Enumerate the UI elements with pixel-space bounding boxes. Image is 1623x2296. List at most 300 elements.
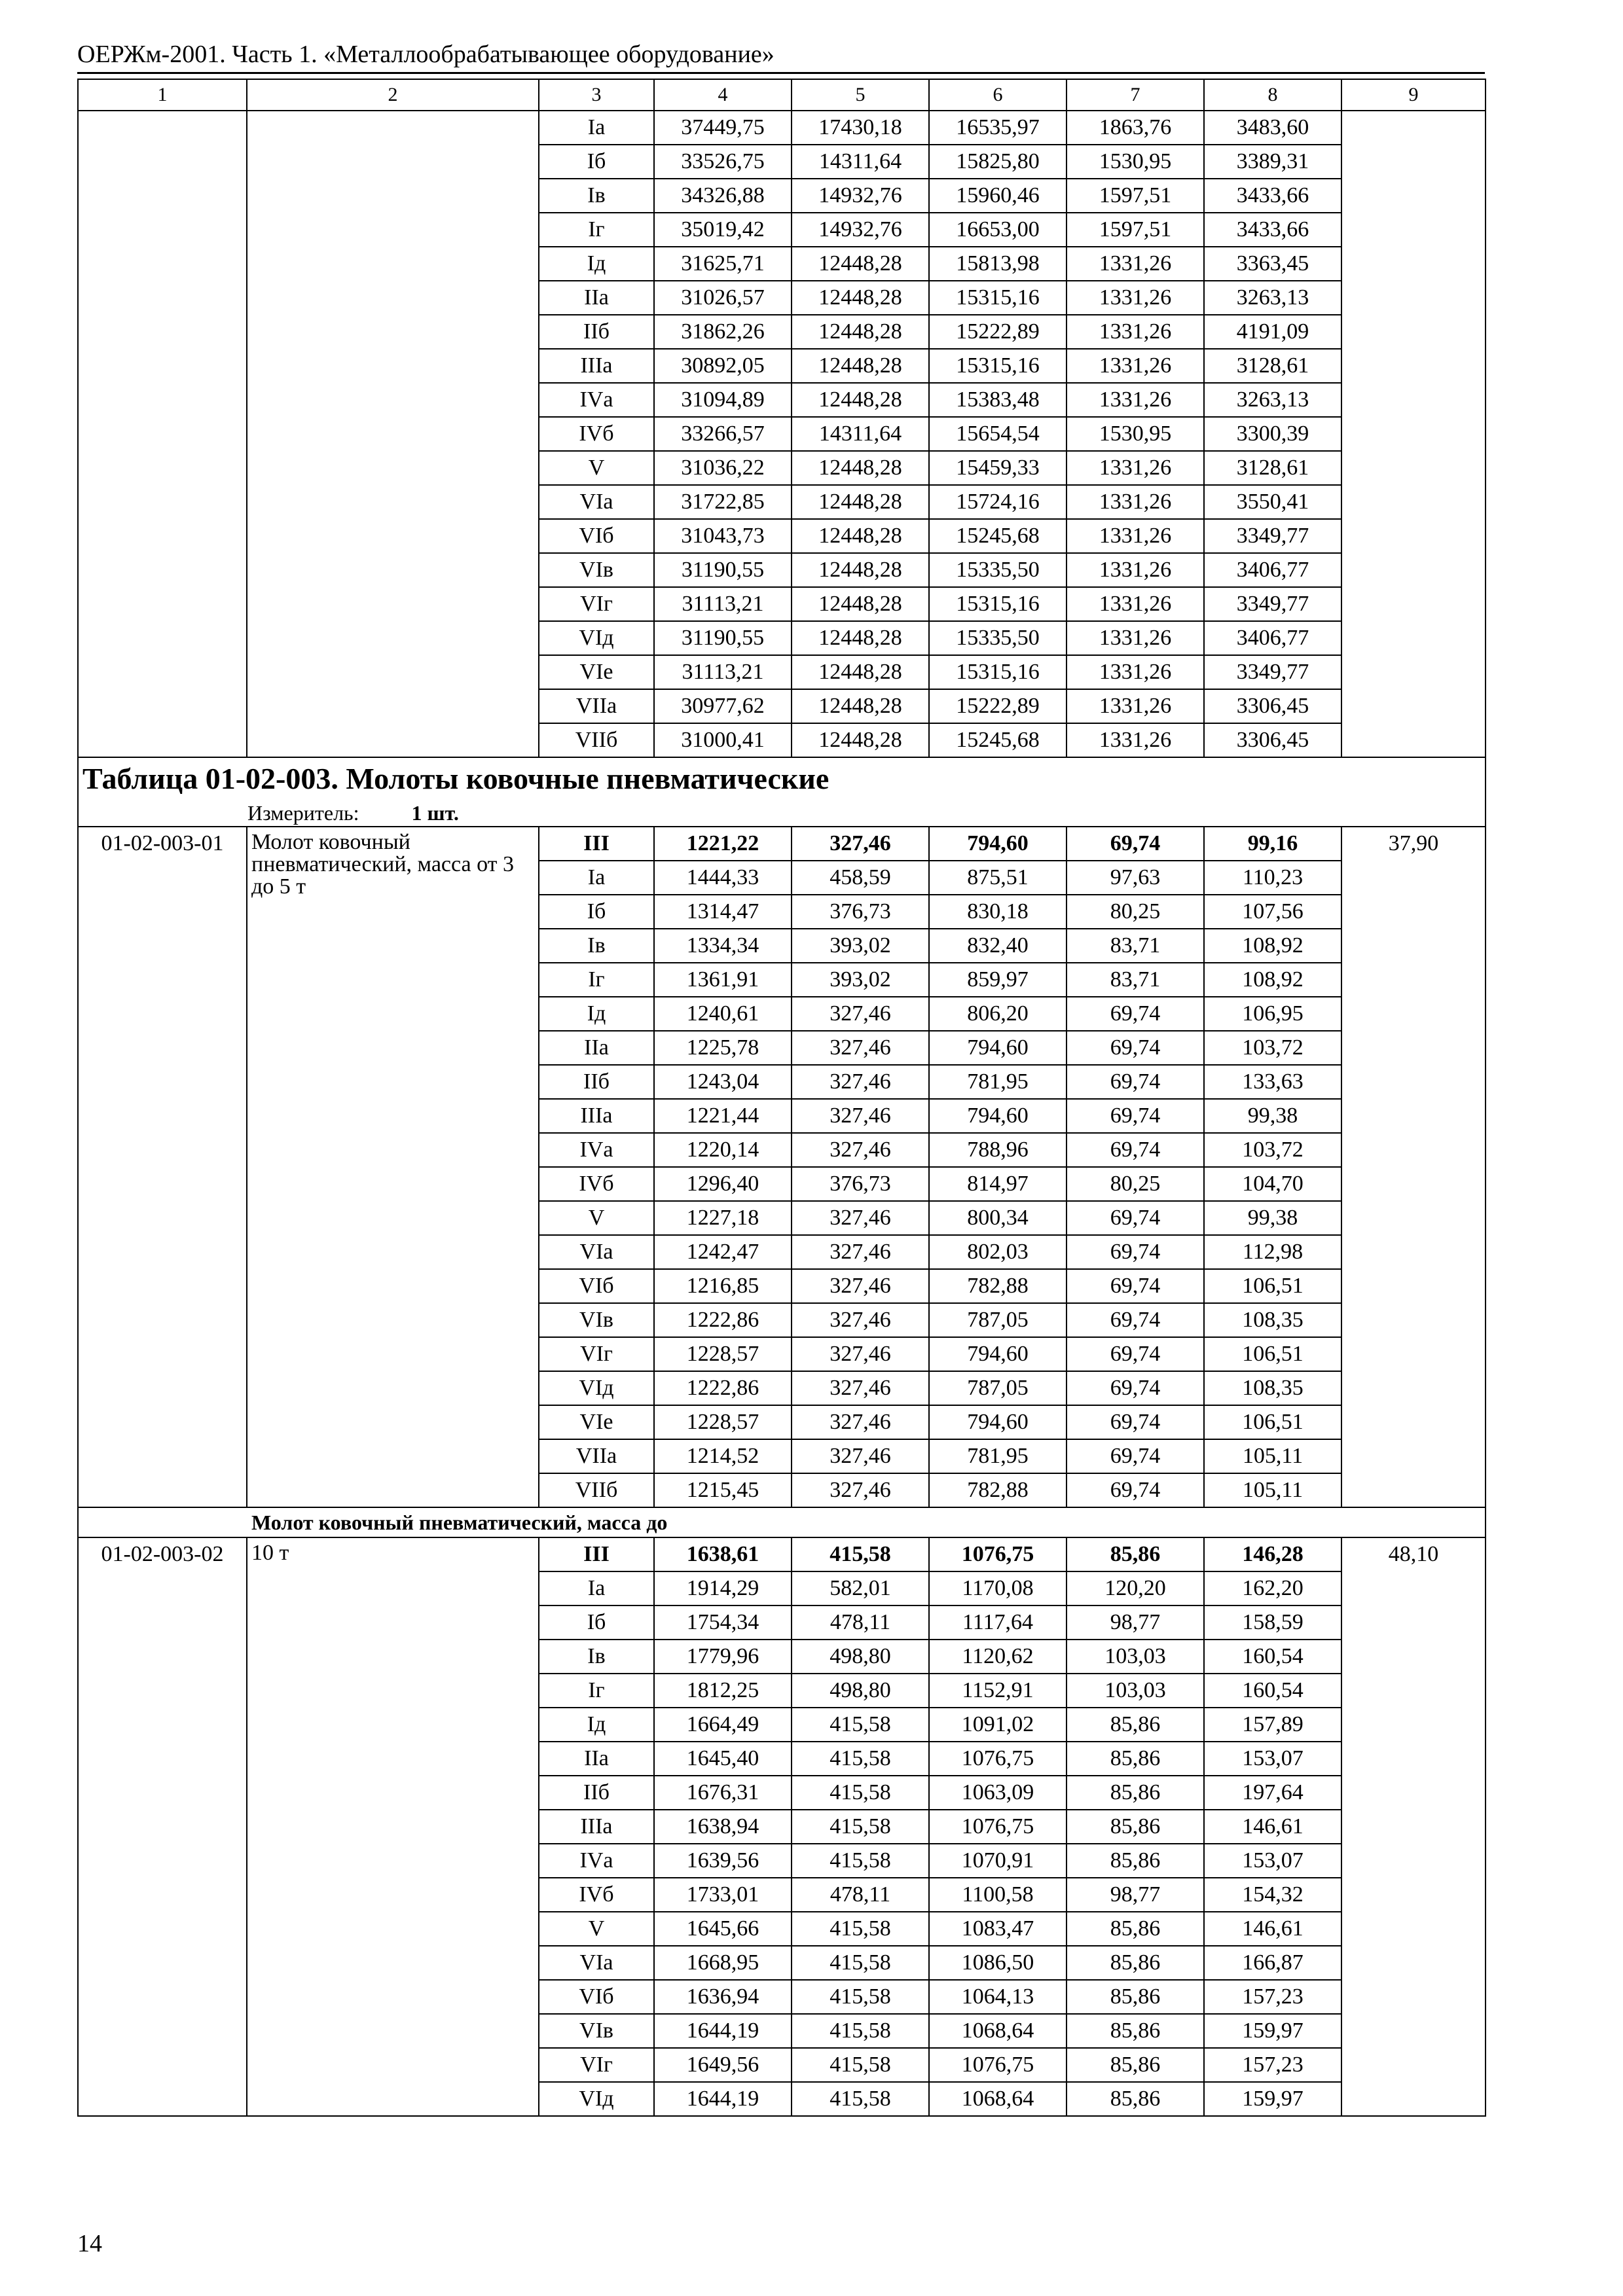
zone-cell: Iв [539,1640,654,1674]
section-title: Таблица 01-02-003. Молоты ковочные пневматические [78,757,1486,800]
value-cell: 3263,13 [1204,383,1341,417]
value-cell: 830,18 [929,895,1067,929]
value-cell: 3300,39 [1204,417,1341,451]
value-cell: 69,74 [1067,1065,1204,1099]
item-description: Молот ковочный пневматический, масса от 3 до 5 т [247,827,539,1507]
value-cell: 85,86 [1067,2082,1204,2116]
value-cell: 1331,26 [1067,655,1204,689]
value-cell: 166,87 [1204,1946,1341,1980]
value-cell: 85,86 [1067,2048,1204,2082]
value-cell: 103,72 [1204,1031,1341,1065]
value-cell: 12448,28 [792,247,929,281]
value-cell: 1170,08 [929,1571,1067,1605]
value-cell: 458,59 [792,861,929,895]
value-cell: 859,97 [929,963,1067,997]
value-cell: 31113,21 [654,655,792,689]
value-cell: 3263,13 [1204,281,1341,315]
value-cell: 1644,19 [654,2082,792,2116]
item-subtitle-row [78,1507,1486,1537]
page-header-title: ОЕРЖм-2001. Часть 1. «Металлообрабатывающее оборудование» [77,41,775,68]
zone-cell: IIIа [539,1099,654,1133]
value-cell: 806,20 [929,997,1067,1031]
value-cell: 158,59 [1204,1605,1341,1640]
zone-cell: IVа [539,1133,654,1167]
zone-cell: VIIб [539,723,654,757]
value-cell: 1068,64 [929,2014,1067,2048]
value-cell: 83,71 [1067,929,1204,963]
value-cell: 832,40 [929,929,1067,963]
value-cell: 781,95 [929,1065,1067,1099]
value-cell: 327,46 [792,1235,929,1269]
value-cell: 1228,57 [654,1337,792,1371]
zone-cell: VIд [539,621,654,655]
value-cell: 393,02 [792,929,929,963]
zone-cell: Iб [539,1605,654,1640]
value-cell: 15222,89 [929,315,1067,349]
value-cell: 1215,45 [654,1473,792,1507]
value-cell: 31625,71 [654,247,792,281]
base-cell [1341,111,1486,757]
value-cell: 106,95 [1204,997,1341,1031]
value-cell: 376,73 [792,1167,929,1201]
value-cell: 1076,75 [929,1742,1067,1776]
value-cell: 1664,49 [654,1708,792,1742]
value-cell: 12448,28 [792,349,929,383]
value-cell: 415,58 [792,1980,929,2014]
value-cell: 3433,66 [1204,179,1341,213]
value-cell: 85,86 [1067,1912,1204,1946]
column-number: 8 [1204,79,1341,111]
column-number: 2 [247,79,539,111]
value-cell: 782,88 [929,1269,1067,1303]
value-cell: 103,03 [1067,1640,1204,1674]
value-cell: 85,86 [1067,1844,1204,1878]
zone-cell: Iд [539,247,654,281]
value-cell: 1296,40 [654,1167,792,1201]
value-cell: 12448,28 [792,723,929,757]
value-cell: 1530,95 [1067,417,1204,451]
value-cell: 108,35 [1204,1303,1341,1337]
value-cell: 327,46 [792,1201,929,1235]
value-cell: 1314,47 [654,895,792,929]
value-cell: 1240,61 [654,997,792,1031]
value-cell: 12448,28 [792,587,929,621]
value-cell: 1638,94 [654,1810,792,1844]
value-cell: 31722,85 [654,485,792,519]
value-cell: 1779,96 [654,1640,792,1674]
value-cell: 112,98 [1204,1235,1341,1269]
item-base-value: 48,10 [1341,1537,1486,2116]
value-cell: 327,46 [792,1269,929,1303]
value-cell: 106,51 [1204,1405,1341,1439]
value-cell: 327,46 [792,1371,929,1405]
value-cell: 1221,44 [654,1099,792,1133]
value-cell: 14932,76 [792,179,929,213]
value-cell: 108,35 [1204,1371,1341,1405]
zone-cell: IIIа [539,349,654,383]
value-cell: 1331,26 [1067,587,1204,621]
zone-cell: VIб [539,1980,654,2014]
value-cell: 1063,09 [929,1776,1067,1810]
value-cell: 85,86 [1067,1810,1204,1844]
zone-cell: Iб [539,145,654,179]
value-cell: 31190,55 [654,621,792,655]
value-cell: 3406,77 [1204,621,1341,655]
value-cell: 1331,26 [1067,315,1204,349]
value-cell: 1914,29 [654,1571,792,1605]
value-cell: 12448,28 [792,485,929,519]
value-cell: 1227,18 [654,1201,792,1235]
value-cell: 1754,34 [654,1605,792,1640]
value-cell: 327,46 [792,1303,929,1337]
value-cell: 14311,64 [792,417,929,451]
table-row [78,827,1486,861]
value-cell: 1068,64 [929,2082,1067,2116]
value-cell: 1225,78 [654,1031,792,1065]
column-number: 9 [1341,79,1486,111]
value-cell: 30892,05 [654,349,792,383]
value-cell: 14311,64 [792,145,929,179]
zone-cell: IIIа [539,1810,654,1844]
value-cell: 12448,28 [792,451,929,485]
value-cell: 37449,75 [654,111,792,145]
value-cell: 159,97 [1204,2014,1341,2048]
zone-cell: Iд [539,997,654,1031]
value-cell: 69,74 [1067,997,1204,1031]
value-cell: 98,77 [1067,1605,1204,1640]
value-cell: 99,38 [1204,1099,1341,1133]
zone-cell: Iа [539,861,654,895]
value-cell: 31094,89 [654,383,792,417]
zone-cell: VIв [539,2014,654,2048]
value-cell: 794,60 [929,1337,1067,1371]
zone-cell: Iа [539,1571,654,1605]
value-cell: 1331,26 [1067,281,1204,315]
table-row [78,1537,1486,1571]
value-cell: 85,86 [1067,1946,1204,1980]
value-cell: 69,74 [1067,1473,1204,1507]
zone-cell: IIа [539,1742,654,1776]
value-cell: 69,74 [1067,1371,1204,1405]
value-cell: 106,51 [1204,1337,1341,1371]
value-cell: 197,64 [1204,1776,1341,1810]
value-cell: 787,05 [929,1303,1067,1337]
value-cell: 157,89 [1204,1708,1341,1742]
value-cell: 1638,61 [654,1537,792,1571]
zone-cell: VIIа [539,1439,654,1473]
value-cell: 1152,91 [929,1674,1067,1708]
value-cell: 415,58 [792,2014,929,2048]
header-divider [77,72,1485,74]
table-row [78,111,1486,145]
value-cell: 1444,33 [654,861,792,895]
zone-cell: VIв [539,1303,654,1337]
value-cell: 800,34 [929,1201,1067,1235]
value-cell: 108,92 [1204,929,1341,963]
value-cell: 1645,40 [654,1742,792,1776]
value-cell: 3306,45 [1204,723,1341,757]
value-cell: 787,05 [929,1371,1067,1405]
zone-cell: VIг [539,1337,654,1371]
value-cell: 1361,91 [654,963,792,997]
value-cell: 1242,47 [654,1235,792,1269]
value-cell: 327,46 [792,1065,929,1099]
value-cell: 85,86 [1067,1742,1204,1776]
value-cell: 15335,50 [929,553,1067,587]
value-cell: 33266,57 [654,417,792,451]
value-cell: 106,51 [1204,1269,1341,1303]
value-cell: 31000,41 [654,723,792,757]
value-cell: 1733,01 [654,1878,792,1912]
column-number: 3 [539,79,654,111]
zone-cell: Iд [539,1708,654,1742]
value-cell: 3363,45 [1204,247,1341,281]
value-cell: 1668,95 [654,1946,792,1980]
description-cell [247,111,539,757]
value-cell: 788,96 [929,1133,1067,1167]
value-cell: 1636,94 [654,1980,792,2014]
value-cell: 108,92 [1204,963,1341,997]
zone-cell: Iг [539,213,654,247]
value-cell: 1597,51 [1067,213,1204,247]
value-cell: 110,23 [1204,861,1341,895]
value-cell: 69,74 [1067,1099,1204,1133]
item-code: 01-02-003-02 [78,1537,247,2116]
value-cell: 1331,26 [1067,553,1204,587]
zone-cell: VIе [539,655,654,689]
value-cell: 1597,51 [1067,179,1204,213]
value-cell: 1243,04 [654,1065,792,1099]
meter-cell [78,800,1486,827]
value-cell: 1331,26 [1067,689,1204,723]
value-cell: 794,60 [929,827,1067,861]
value-cell: 12448,28 [792,383,929,417]
value-cell: 794,60 [929,1031,1067,1065]
page-number: 14 [77,2230,102,2257]
value-cell: 146,28 [1204,1537,1341,1571]
value-cell: 133,63 [1204,1065,1341,1099]
value-cell: 154,32 [1204,1878,1341,1912]
zone-cell: VIа [539,1235,654,1269]
value-cell: 1117,64 [929,1605,1067,1640]
value-cell: 1334,34 [654,929,792,963]
zone-cell: VIб [539,519,654,553]
zone-cell: Iв [539,929,654,963]
value-cell: 69,74 [1067,1337,1204,1371]
zone-cell: Iб [539,895,654,929]
value-cell: 1086,50 [929,1946,1067,1980]
value-cell: 15459,33 [929,451,1067,485]
value-cell: 1076,75 [929,1537,1067,1571]
value-cell: 814,97 [929,1167,1067,1201]
value-cell: 15383,48 [929,383,1067,417]
value-cell: 478,11 [792,1878,929,1912]
value-cell: 15960,46 [929,179,1067,213]
value-cell: 105,11 [1204,1473,1341,1507]
value-cell: 103,03 [1067,1674,1204,1708]
value-cell: 794,60 [929,1099,1067,1133]
zone-cell: VIа [539,485,654,519]
value-cell: 157,23 [1204,1980,1341,2014]
meter-row [78,800,1486,827]
value-cell: 327,46 [792,997,929,1031]
value-cell: 3349,77 [1204,587,1341,621]
value-cell: 875,51 [929,861,1067,895]
value-cell: 1083,47 [929,1912,1067,1946]
value-cell: 83,71 [1067,963,1204,997]
zone-cell: VIб [539,1269,654,1303]
value-cell: 415,58 [792,1708,929,1742]
meter-label: Измеритель: [247,801,359,825]
value-cell: 162,20 [1204,1571,1341,1605]
column-number: 1 [78,79,247,111]
value-cell: 85,86 [1067,2014,1204,2048]
zone-cell: VIд [539,1371,654,1405]
value-cell: 3349,77 [1204,655,1341,689]
zone-cell: V [539,1201,654,1235]
value-cell: 12448,28 [792,655,929,689]
zone-cell: IVа [539,383,654,417]
value-cell: 1120,62 [929,1640,1067,1674]
value-cell: 781,95 [929,1439,1067,1473]
value-cell: 15654,54 [929,417,1067,451]
value-cell: 1222,86 [654,1303,792,1337]
value-cell: 157,23 [1204,2048,1341,2082]
column-number: 4 [654,79,792,111]
value-cell: 120,20 [1067,1571,1204,1605]
value-cell: 69,74 [1067,1235,1204,1269]
value-cell: 69,74 [1067,1303,1204,1337]
item-base-value: 37,90 [1341,827,1486,1507]
value-cell: 415,58 [792,1810,929,1844]
value-cell: 80,25 [1067,1167,1204,1201]
value-cell: 1812,25 [654,1674,792,1708]
value-cell: 1676,31 [654,1776,792,1810]
value-cell: 69,74 [1067,1269,1204,1303]
value-cell: 4191,09 [1204,315,1341,349]
value-cell: 12448,28 [792,621,929,655]
value-cell: 69,74 [1067,1031,1204,1065]
value-cell: 1331,26 [1067,485,1204,519]
value-cell: 498,80 [792,1640,929,1674]
value-cell: 34326,88 [654,179,792,213]
column-number: 6 [929,79,1067,111]
zone-cell: Iа [539,111,654,145]
value-cell: 99,38 [1204,1201,1341,1235]
item-description: 10 т [247,1537,539,2116]
zone-cell: IIа [539,1031,654,1065]
zone-cell: V [539,1912,654,1946]
value-cell: 104,70 [1204,1167,1341,1201]
value-cell: 15315,16 [929,349,1067,383]
column-number: 5 [792,79,929,111]
value-cell: 1222,86 [654,1371,792,1405]
value-cell: 1331,26 [1067,621,1204,655]
value-cell: 146,61 [1204,1912,1341,1946]
value-cell: 1649,56 [654,2048,792,2082]
zone-cell: IIб [539,315,654,349]
value-cell: 12448,28 [792,553,929,587]
value-cell: 415,58 [792,1742,929,1776]
value-cell: 3128,61 [1204,451,1341,485]
value-cell: 12448,28 [792,315,929,349]
value-cell: 1639,56 [654,1844,792,1878]
value-cell: 415,58 [792,1912,929,1946]
zone-cell: IVб [539,1878,654,1912]
value-cell: 69,74 [1067,1439,1204,1473]
zone-cell: V [539,451,654,485]
zone-cell: Iг [539,963,654,997]
value-cell: 1070,91 [929,1844,1067,1878]
value-cell: 376,73 [792,895,929,929]
value-cell: 14932,76 [792,213,929,247]
value-cell: 415,58 [792,1844,929,1878]
zone-cell: VIа [539,1946,654,1980]
item-subtitle: Молот ковочный пневматический, масса до [78,1507,1486,1537]
value-cell: 1214,52 [654,1439,792,1473]
value-cell: 1076,75 [929,2048,1067,2082]
value-cell: 15335,50 [929,621,1067,655]
value-cell: 3433,66 [1204,213,1341,247]
value-cell: 16535,97 [929,111,1067,145]
value-cell: 1221,22 [654,827,792,861]
zone-cell: IVа [539,1844,654,1878]
value-cell: 415,58 [792,2082,929,2116]
value-cell: 15825,80 [929,145,1067,179]
value-cell: 30977,62 [654,689,792,723]
value-cell: 69,74 [1067,1133,1204,1167]
value-cell: 15245,68 [929,723,1067,757]
zone-cell: VIг [539,2048,654,2082]
zone-cell: IVб [539,417,654,451]
value-cell: 15315,16 [929,281,1067,315]
value-cell: 1331,26 [1067,383,1204,417]
value-cell: 1091,02 [929,1708,1067,1742]
value-cell: 17430,18 [792,111,929,145]
zone-cell: VIг [539,587,654,621]
value-cell: 1331,26 [1067,349,1204,383]
value-cell: 327,46 [792,1405,929,1439]
value-cell: 3389,31 [1204,145,1341,179]
value-cell: 15315,16 [929,587,1067,621]
value-cell: 1331,26 [1067,519,1204,553]
column-number-row [78,79,1486,111]
value-cell: 12448,28 [792,519,929,553]
value-cell: 15315,16 [929,655,1067,689]
value-cell: 1228,57 [654,1405,792,1439]
value-cell: 16653,00 [929,213,1067,247]
value-cell: 97,63 [1067,861,1204,895]
value-cell: 15813,98 [929,247,1067,281]
value-cell: 15724,16 [929,485,1067,519]
value-cell: 98,77 [1067,1878,1204,1912]
value-cell: 31026,57 [654,281,792,315]
value-cell: 31036,22 [654,451,792,485]
value-cell: 327,46 [792,1133,929,1167]
zone-cell: IIб [539,1776,654,1810]
value-cell: 415,58 [792,2048,929,2082]
price-table [77,79,1486,2117]
value-cell: 393,02 [792,963,929,997]
zone-cell: VIе [539,1405,654,1439]
value-cell: 153,07 [1204,1742,1341,1776]
value-cell: 3406,77 [1204,553,1341,587]
value-cell: 415,58 [792,1946,929,1980]
value-cell: 3483,60 [1204,111,1341,145]
value-cell: 31190,55 [654,553,792,587]
value-cell: 12448,28 [792,281,929,315]
value-cell: 327,46 [792,1439,929,1473]
